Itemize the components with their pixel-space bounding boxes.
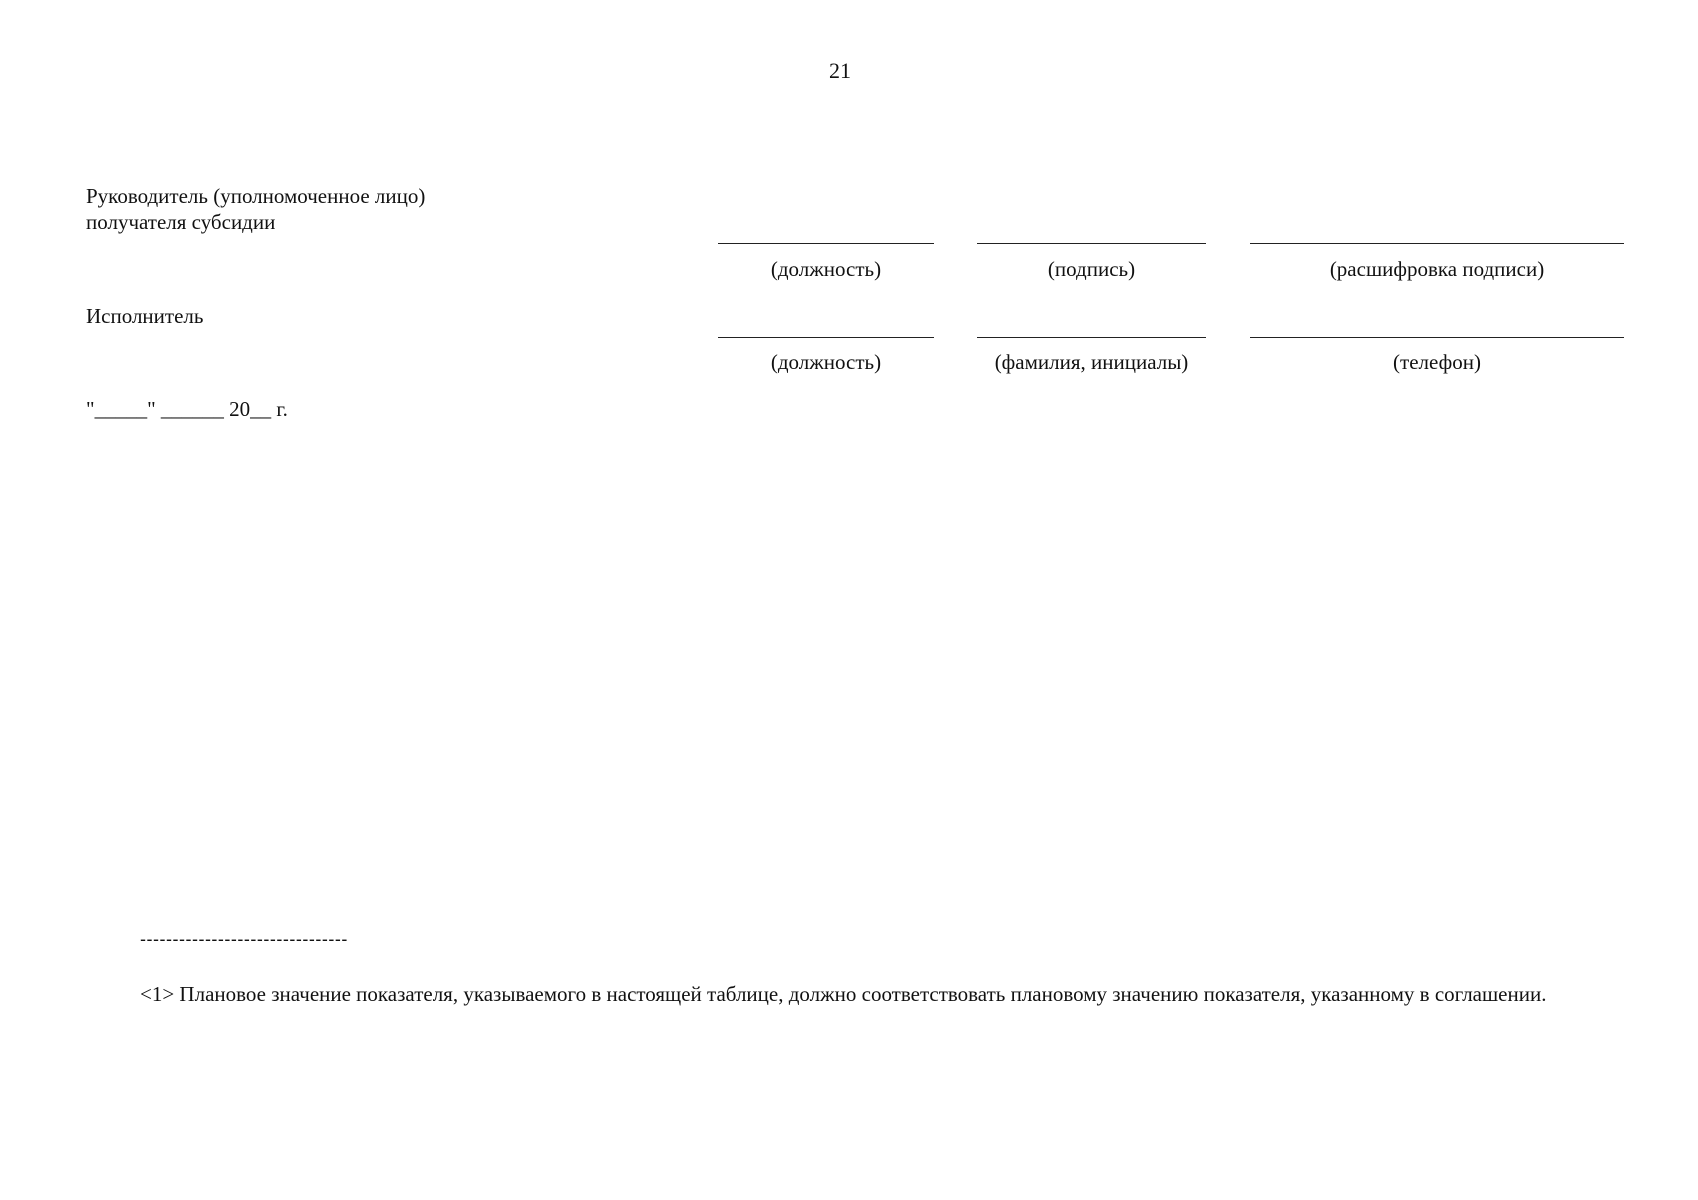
footnote-1: <1> Плановое значение показателя, указываемого в настоящей таблице, должно соответствовать плановому значению показателя, указанному в соглашении. xyxy=(140,982,1547,1006)
executor-phone-caption: (телефон) xyxy=(1393,350,1481,374)
footnote-separator: -------------------------------- xyxy=(140,929,348,949)
head-position-line xyxy=(718,243,934,244)
head-signature-decoding-caption: (расшифровка подписи) xyxy=(1329,257,1545,281)
executor-position-line xyxy=(718,337,934,338)
executor-phone-line xyxy=(1250,337,1624,338)
executor-position-caption: (должность) xyxy=(770,350,882,374)
date-line: "_____" ______ 20__ г. xyxy=(86,397,288,421)
head-signature-line xyxy=(977,243,1206,244)
executor-label: Исполнитель xyxy=(86,304,204,328)
head-label-line2: получателя субсидии xyxy=(86,210,276,234)
executor-name-line xyxy=(977,337,1206,338)
head-signature-caption: (подпись) xyxy=(1047,257,1136,281)
executor-name-caption: (фамилия, инициалы) xyxy=(994,350,1189,374)
head-position-caption: (должность) xyxy=(770,257,882,281)
head-signature-decoding-line xyxy=(1250,243,1624,244)
head-label-line1: Руководитель (уполномоченное лицо) xyxy=(86,184,426,208)
page-number: 21 xyxy=(829,58,851,83)
